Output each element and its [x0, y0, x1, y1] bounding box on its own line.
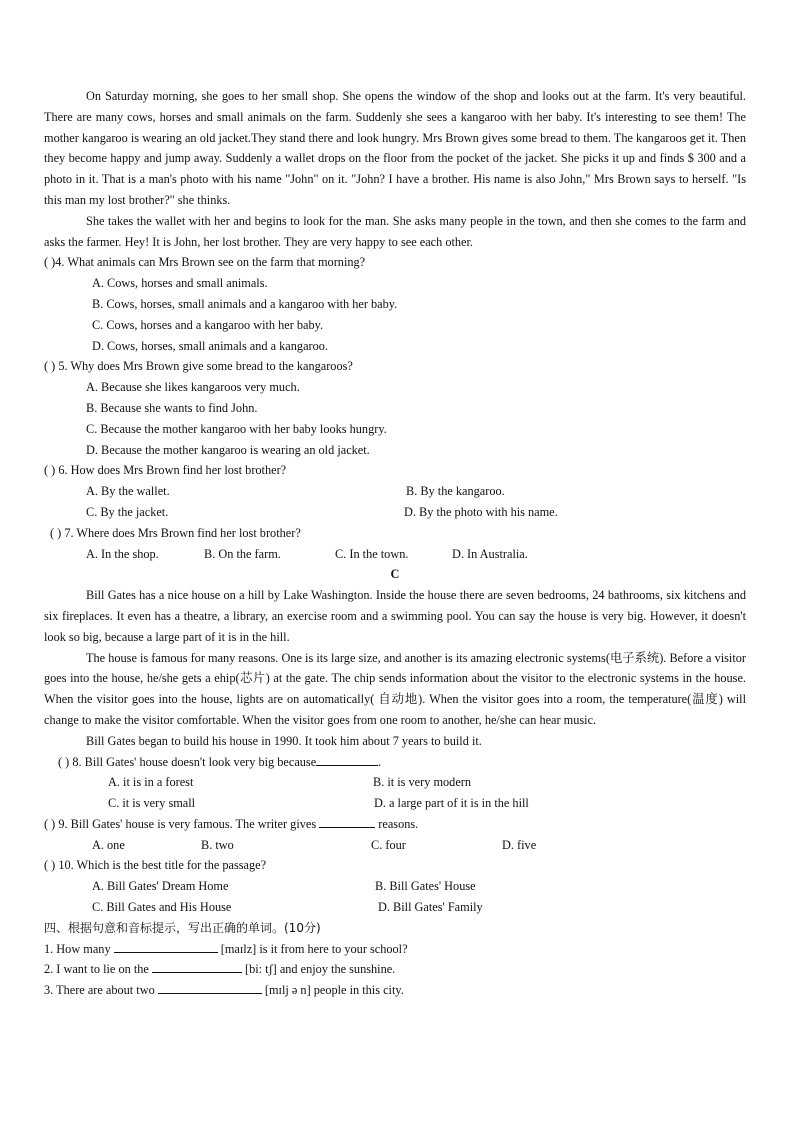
question-6-option-c: C. By the jacket. [86, 504, 169, 519]
question-10-option-d: D. Bill Gates' Family [378, 900, 483, 915]
question-8-option-d: D. a large part of it is in the hill [374, 796, 529, 811]
section-c-paragraph-2: The house is famous for many reasons. One is its large size, and another is its amazing electronic systems(电子系统). Before a visitor goes into the house, he/she gets a ehip(芯片) at the gate. The chip sends information about the visitor to the electronic systems in the house. When the visitor goes into the house, lights are on automatically( 自动地). When the visitor goes into a room, the temperature(温度) will change to make the visitor comfortable. When the visitor goes from one room to another, he/she can hear music. [44, 650, 746, 727]
question-4-option-d: D. Cows, horses, small animals and a kangaroo. [92, 338, 328, 353]
question-10-stem: ( ) 10. Which is the best title for the passage? [44, 858, 267, 873]
question-8-option-a: A. it is in a forest [108, 775, 194, 790]
question-9-option-b: B. two [201, 837, 234, 852]
section-c-paragraph-1: Bill Gates has a nice house on a hill by Lake Washington. Inside the house there are seven bedrooms, 24 bathrooms, six kitchens and six fireplaces. It even has a theatre, a library, an exercise room and a swimming pool. You can say the house is very big. However, it doesn't look so big, because a large part of it is in the hill. [44, 588, 746, 644]
question-7-stem: ( ) 7. Where does Mrs Brown find her lost brother? [50, 525, 301, 540]
question-6-stem: ( ) 6. How does Mrs Brown find her lost brother? [44, 463, 287, 478]
question-4-stem: ( )4. What animals can Mrs Brown see on the farm that morning? [44, 255, 366, 270]
fill-item-1-prefix: 1. How many [44, 941, 114, 956]
question-10-option-c: C. Bill Gates and His House [92, 900, 232, 915]
question-8-option-b: B. it is very modern [373, 775, 472, 790]
fill-item-2-phonetic: [bi: tʃ] and enjoy the sunshine. [241, 962, 396, 977]
fill-item-1-phonetic: [maɪlz] is it from here to your school? [217, 941, 408, 956]
question-5-option-c: C. Because the mother kangaroo with her baby looks hungry. [86, 421, 387, 436]
fill-item-2-prefix: 2. I want to lie on the [44, 962, 152, 977]
question-10-option-b: B. Bill Gates' House [375, 879, 476, 894]
fill-item-2 [44, 959, 746, 980]
question-4-option-b: B. Cows, horses, small animals and a kangaroo with her baby. [92, 296, 398, 311]
passage-b-paragraph-2: She takes the wallet with her and begins to look for the man. She asks many people in the town, and then she comes to the farm and asks the farmer. Hey! It is John, her lost brother. They are very happy to see each other. [44, 213, 746, 249]
question-10-option-a: A. Bill Gates' Dream Home [92, 879, 229, 894]
question-7-option-a: A. In the shop. [86, 546, 159, 561]
fill-item-3-blank[interactable] [158, 980, 262, 994]
question-8-option-c: C. it is very small [108, 796, 196, 811]
question-9-option-a: A. one [92, 837, 125, 852]
question-8-stem-line [44, 752, 746, 773]
section-4-heading: 四、根据句意和音标提示，写出正确的单词。(10分) [44, 920, 321, 935]
section-c-paragraph-3: Bill Gates began to build his house in 1990. It took him about 7 years to build it. [86, 733, 482, 748]
question-7-option-d: D. In Australia. [452, 546, 528, 561]
question-8-stem: ( ) 8. Bill Gates' house doesn't look very big because [58, 754, 317, 769]
question-8-answer-blank[interactable] [316, 752, 378, 766]
question-5-stem: ( ) 5. Why does Mrs Brown give some bread to the kangaroos? [44, 359, 353, 374]
question-4-option-a: A. Cows, horses and small animals. [92, 276, 268, 291]
passage-b-paragraph-1: On Saturday morning, she goes to her small shop. She opens the window of the shop and looks out at the farm. It's very beautiful. There are many cows, horses and small animals on the farm. Suddenly she sees a kangaroo with her baby. It's interesting to see them! The mother kangaroo is wearing an old jacket.They stand there and look hungry. Mrs Brown gives some bread to them. The kangaroos get it. Then they become happy and jump away. Suddenly a wallet drops on the floor from the pocket of the jacket. She picks it up and finds $ 300 and a photo in it. That is a man's photo with his name "John" on it. "John? I have a brother. His name is also John," Mrs Brown says to herself. "Is this man my lost brother?" she thinks. [44, 89, 746, 207]
question-4-option-c: C. Cows, horses and a kangaroo with her baby. [92, 317, 324, 332]
fill-item-3-prefix: 3. There are about two [44, 983, 158, 998]
question-5-option-d: D. Because the mother kangaroo is wearing an old jacket. [86, 442, 370, 457]
question-9-stem-line [44, 814, 746, 835]
question-5-option-b: B. Because she wants to find John. [86, 400, 258, 415]
question-9-stem: ( ) 9. Bill Gates' house is very famous. The writer gives [44, 816, 317, 831]
question-7-option-c: C. In the town. [335, 546, 409, 561]
question-6-option-b: B. By the kangaroo. [406, 484, 505, 499]
question-9-option-c: C. four [371, 837, 406, 852]
section-c-heading: C [390, 567, 400, 582]
fill-item-3-phonetic: [mɪlj ə n] people in this city. [261, 983, 404, 998]
fill-item-1 [44, 939, 746, 960]
fill-item-3 [44, 980, 746, 1001]
exam-page [44, 86, 746, 1001]
fill-item-1-blank[interactable] [114, 939, 218, 953]
question-9-option-d: D. five [502, 837, 537, 852]
question-5-option-a: A. Because she likes kangaroos very much. [86, 380, 300, 395]
question-6-option-d: D. By the photo with his name. [404, 504, 558, 519]
question-8-stem-end: . [378, 754, 382, 769]
question-6-option-a: A. By the wallet. [86, 484, 170, 499]
question-9-stem-end: reasons. [375, 816, 419, 831]
fill-item-2-blank[interactable] [152, 959, 242, 973]
question-9-answer-blank[interactable] [319, 814, 375, 828]
question-7-option-b: B. On the farm. [204, 546, 281, 561]
